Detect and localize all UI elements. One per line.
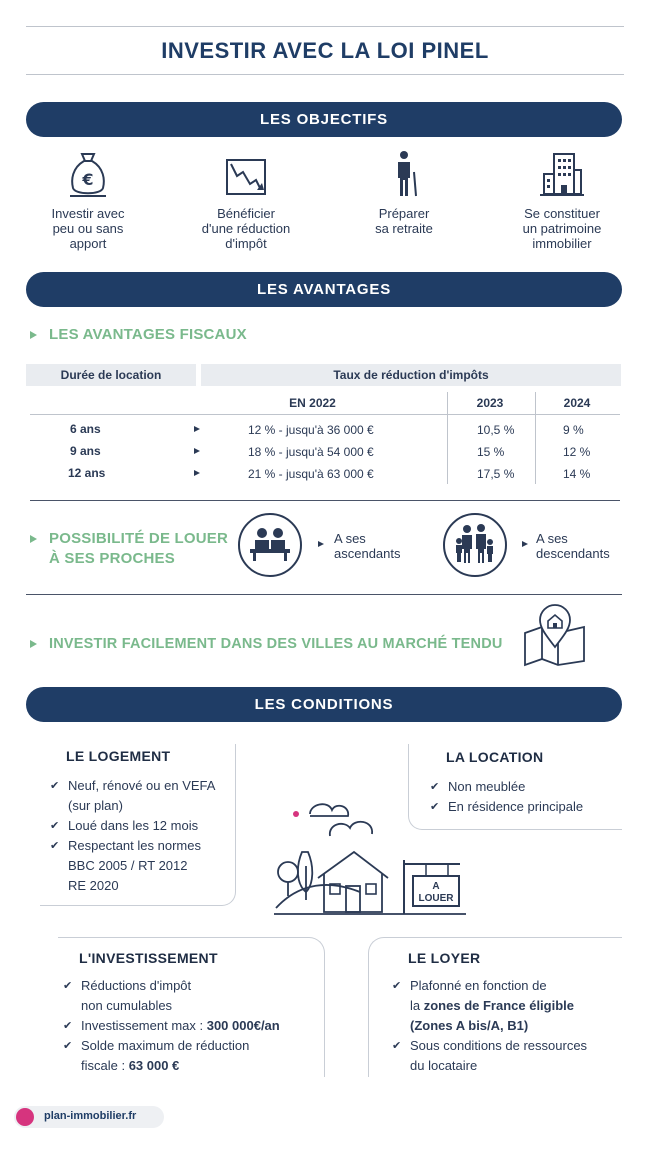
objectif-text: Se constituer [524, 206, 600, 221]
list-item: fiscale : 63 000 € [81, 1058, 180, 1073]
loyer-list [390, 976, 587, 1076]
table-cell-2022: 12 % - jusqu'à 36 000 € [248, 423, 374, 437]
declining-chart-icon [224, 150, 268, 198]
objectif-apport [18, 150, 158, 251]
list-item: ✔ Plafonné en fonction de [390, 976, 587, 996]
triangle-bullet-icon [30, 331, 37, 339]
location-title: LA LOCATION [446, 749, 544, 765]
table-header-duration: Durée de location [26, 364, 196, 386]
triangle-bullet-icon [194, 470, 200, 476]
list-item: ✔ Respectant les normes [48, 836, 215, 856]
table-cell-2024: 12 % [563, 445, 591, 459]
descendants-circle [443, 513, 507, 577]
objectif-reduction [176, 150, 316, 251]
elderly-person-icon [389, 150, 419, 198]
money-bag-euro-icon [68, 150, 108, 198]
section-conditions: LES CONDITIONS [26, 687, 622, 722]
table-cell-2022: 18 % - jusqu'à 54 000 € [248, 445, 374, 459]
check-icon: ✔ [430, 781, 440, 793]
check-icon: ✔ [50, 820, 60, 832]
list-item: ✔ Sous conditions de ressources [390, 1036, 587, 1056]
buildings-icon [540, 150, 584, 198]
year-header: 2024 [563, 396, 591, 410]
list-item: RE 2020 [68, 878, 119, 893]
section-divider [26, 594, 622, 595]
subheading-villes: INVESTIR FACILEMENT DANS DES VILLES AU MARCHÉ TENDU [30, 636, 503, 652]
triangle-bullet-icon [194, 448, 200, 454]
objectif-text: d'une réduction [201, 221, 291, 236]
column-divider [447, 392, 448, 484]
year-header: 2023 [476, 396, 504, 410]
loyer-title: LE LOYER [408, 950, 481, 966]
investissement-list [61, 976, 280, 1076]
section-objectifs: LES OBJECTIFS [26, 102, 622, 137]
check-icon: ✔ [430, 801, 440, 813]
site-link[interactable]: plan-immobilier.fr [44, 1110, 137, 1122]
house-for-rent-illustration [270, 796, 470, 927]
triangle-bullet-icon [194, 426, 200, 432]
list-item: ✔ Non meublée [428, 777, 583, 797]
page-title: INVESTIR AVEC LA LOI PINEL [161, 38, 489, 63]
triangle-bullet-icon [30, 535, 37, 543]
table-header-rate: Taux de réduction d'impôts [201, 364, 621, 386]
objectif-text: Préparer [378, 206, 430, 221]
table-cell-2024: 14 % [563, 467, 591, 481]
triangle-bullet-icon [30, 640, 37, 648]
table-cell-duree: 9 ans [70, 444, 101, 458]
table-divider [30, 414, 620, 415]
check-icon: ✔ [50, 780, 60, 792]
logement-list [48, 776, 215, 896]
title-divider [26, 74, 624, 75]
site-badge[interactable] [14, 1106, 164, 1128]
investissement-title: L'INVESTISSEMENT [79, 950, 218, 966]
list-item: (Zones A bis/A, B1) [410, 1018, 529, 1033]
list-item: non cumulables [81, 998, 173, 1013]
logement-title: LE LOGEMENT [66, 748, 171, 764]
subheading-proches: POSSIBILITÉ DE LOUER À SES PROCHES [30, 529, 228, 569]
ascendants-circle [238, 513, 302, 577]
triangle-bullet-icon [522, 541, 528, 547]
table-cell-2023: 15 % [477, 445, 505, 459]
descendants-label: A ses descendants [536, 531, 610, 561]
objectif-text: sa retraite [375, 221, 433, 236]
subheading-fiscal: LES AVANTAGES FISCAUX [30, 326, 247, 343]
table-cell-duree: 6 ans [70, 422, 101, 436]
objectif-text: Investir avec [51, 206, 125, 221]
table-cell-2024: 9 % [563, 423, 584, 437]
objectif-text: d'impôt [225, 236, 267, 251]
list-item: ✔ Solde maximum de réduction [61, 1036, 280, 1056]
list-item: du locataire [410, 1058, 478, 1073]
table-cell-duree: 12 ans [68, 466, 106, 480]
objectif-text: apport [69, 236, 107, 251]
objectif-retraite [334, 150, 474, 236]
list-item: ✔ Investissement max : 300 000€/an [61, 1016, 280, 1036]
table-cell-2023: 17,5 % [477, 467, 515, 481]
section-divider [30, 500, 620, 501]
svg-text:€: € [82, 170, 94, 189]
objectif-text: un patrimoine [522, 221, 602, 236]
check-icon: ✔ [63, 1040, 73, 1052]
ascendants-label: A ses ascendants [334, 531, 401, 561]
check-icon: ✔ [63, 980, 73, 992]
check-icon: ✔ [50, 840, 60, 852]
check-icon: ✔ [63, 1020, 73, 1032]
couple-on-bench-icon [240, 515, 300, 575]
objectif-text: peu ou sans [52, 221, 124, 236]
list-item: ✔ Neuf, rénové ou en VEFA [48, 776, 215, 796]
year-header: EN 2022 [289, 396, 336, 410]
list-item: la zones de France éligible [410, 998, 575, 1013]
table-cell-2023: 10,5 % [477, 423, 515, 437]
sign-text: A [432, 881, 440, 892]
list-item: ✔ Réductions d'impôt [61, 976, 280, 996]
check-icon: ✔ [392, 980, 402, 992]
check-icon: ✔ [392, 1040, 402, 1052]
objectif-text: immobilier [532, 236, 592, 251]
map-pin-house-icon [522, 603, 588, 672]
sign-text: LOUER [418, 893, 454, 904]
objectif-text: Bénéficier [217, 206, 275, 221]
section-avantages: LES AVANTAGES [26, 272, 622, 307]
list-item: (sur plan) [68, 798, 123, 813]
family-icon [445, 515, 505, 575]
list-item: ✔ Loué dans les 12 mois [48, 816, 215, 836]
list-item: BBC 2005 / RT 2012 [68, 858, 188, 873]
table-cell-2022: 21 % - jusqu'à 63 000 € [248, 467, 374, 481]
objectif-patrimoine [492, 150, 632, 251]
column-divider [535, 392, 536, 484]
triangle-bullet-icon [318, 541, 324, 547]
list-item: ✔ En résidence principale [428, 797, 583, 817]
top-divider [26, 26, 624, 27]
brand-dot-icon [16, 1108, 34, 1126]
